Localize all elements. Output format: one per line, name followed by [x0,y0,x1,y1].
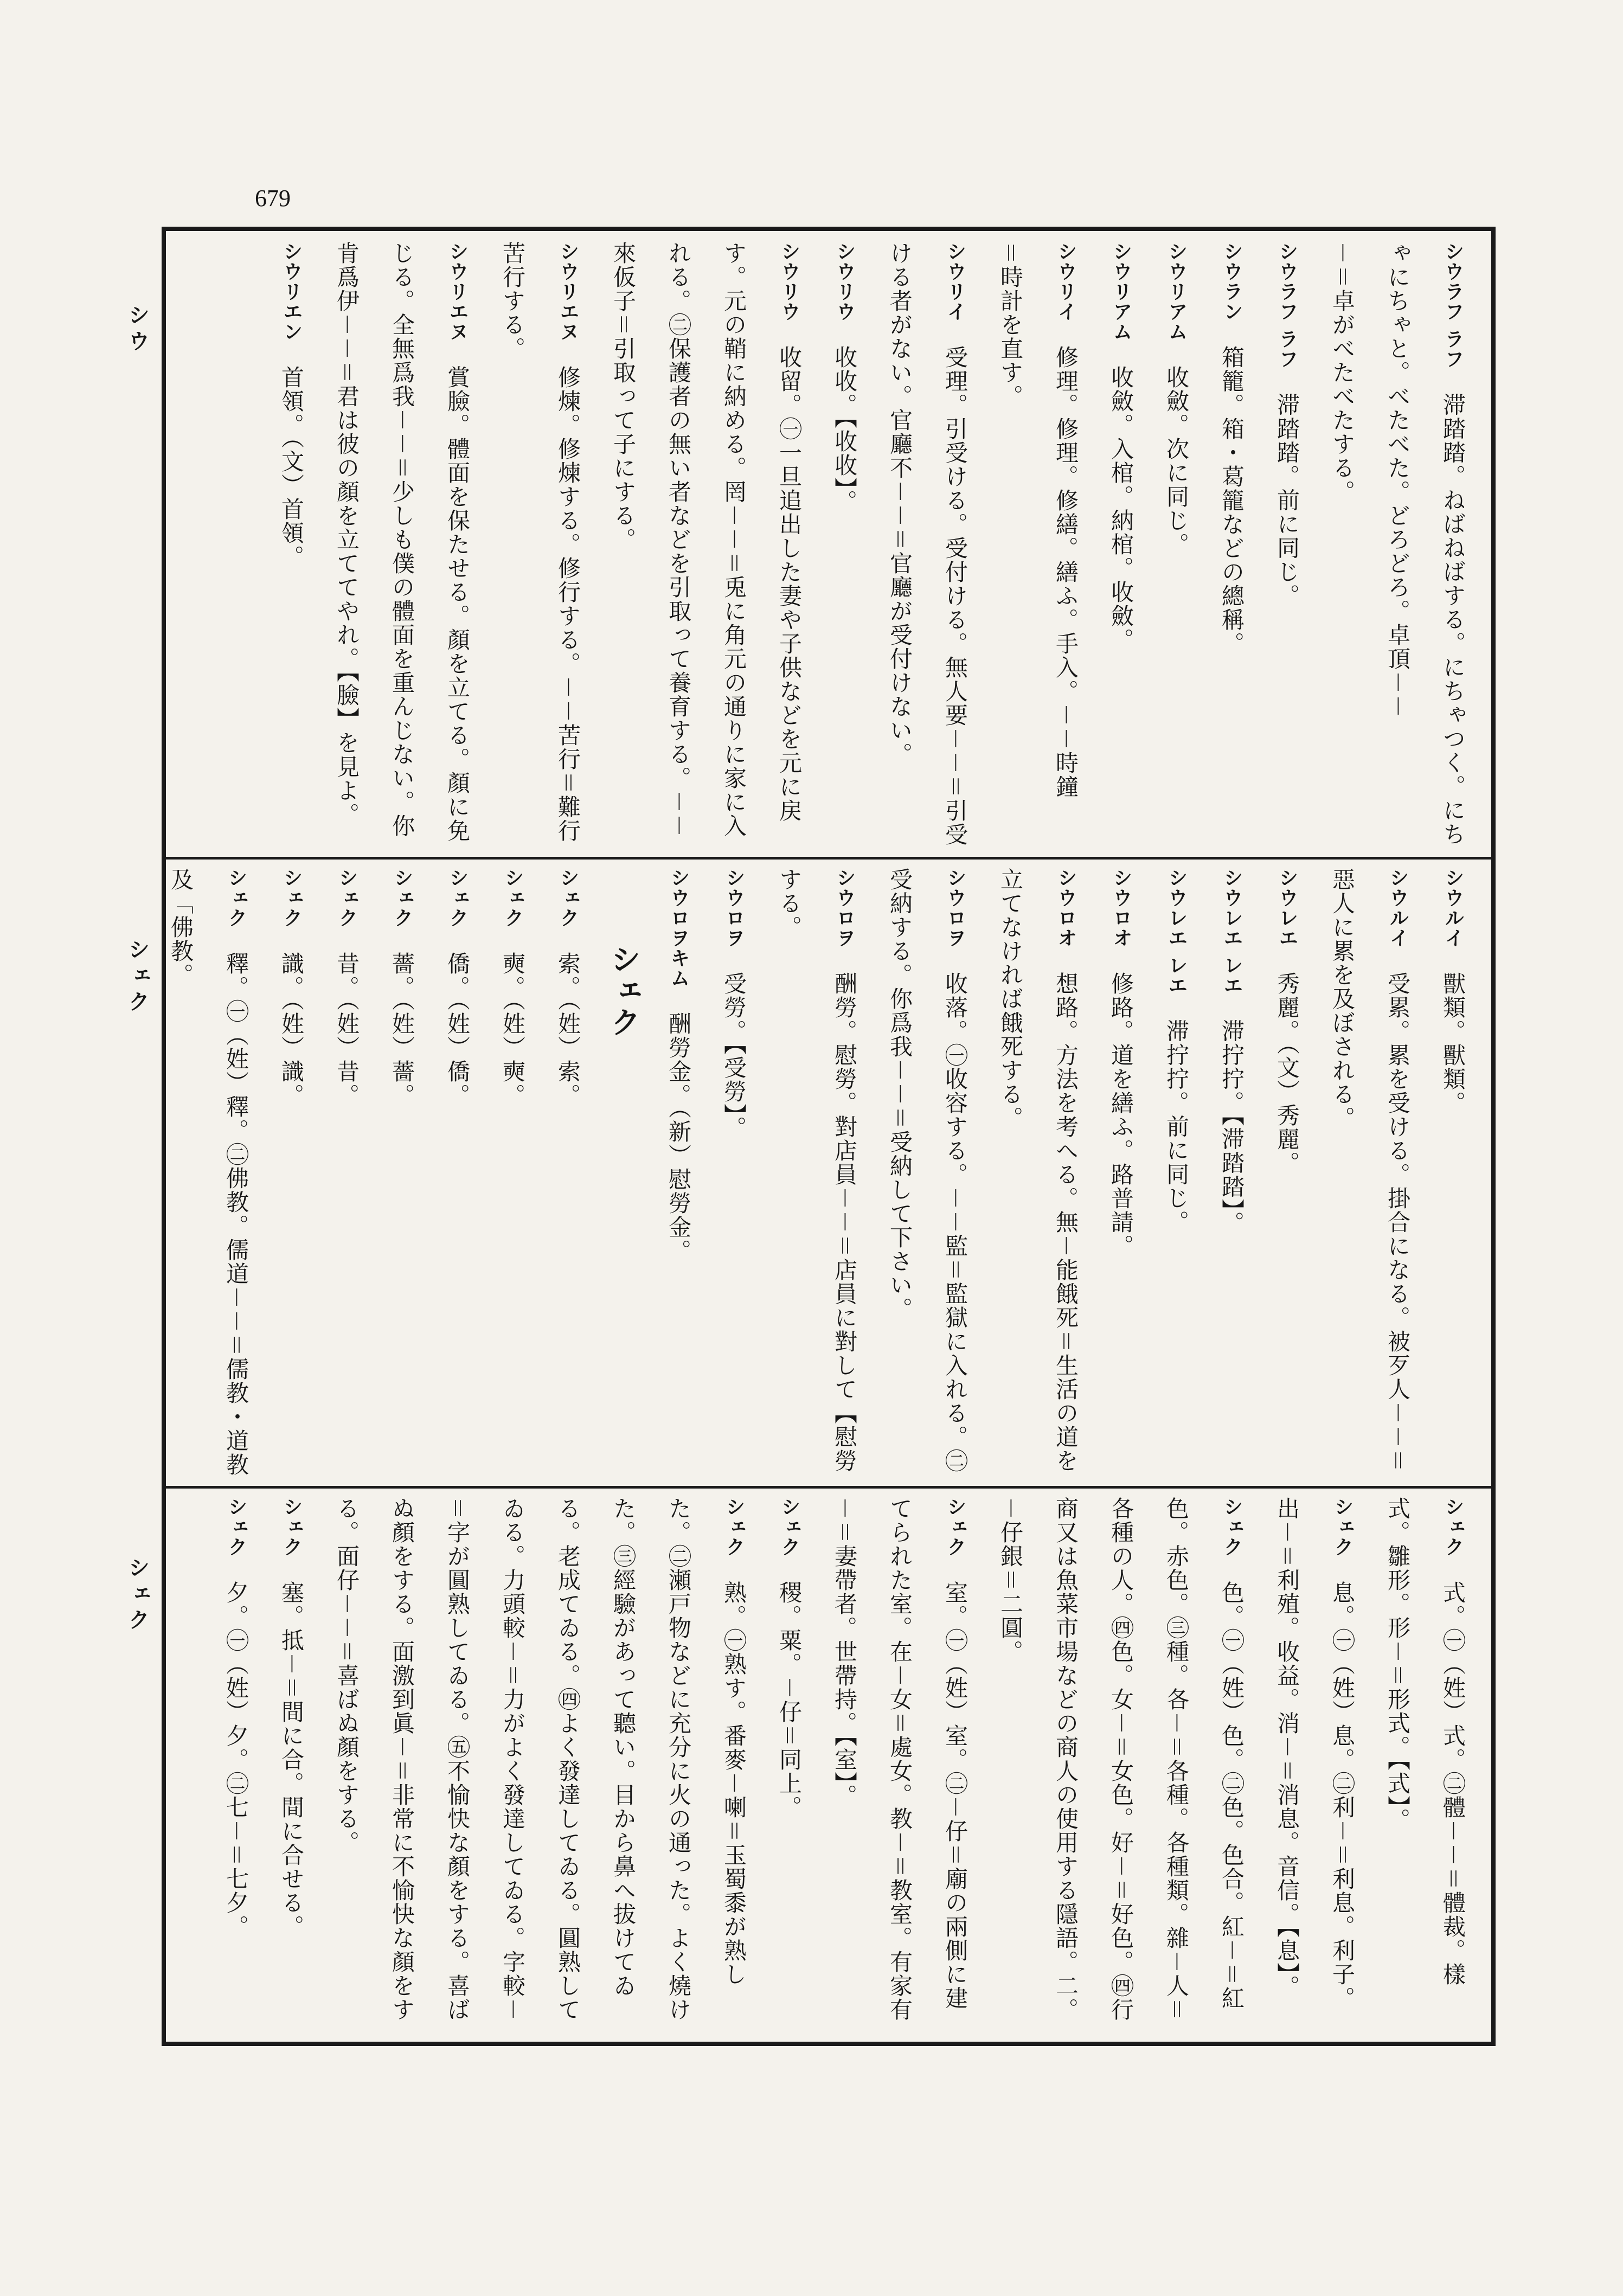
entry-text: 滞拧拧。前に同じ。 [1163,1019,1190,1234]
dictionary-entry [319,868,374,1478]
dictionary-entry [540,868,595,1478]
entry-text: 首領。（文）首領。 [278,365,305,569]
dictionary-entry [1425,868,1480,1478]
entry-head: シェク [225,1497,247,1557]
entry-head: シウラフ ラフ [1442,241,1464,369]
entry-head: シウリウ [778,241,800,322]
dictionary-entry [153,868,264,1478]
dictionary-entry [761,1497,817,2034]
dictionary-entry [651,868,706,1478]
entry-text: 夕。㊀（姓）夕。㊁七－＝七夕。 [223,1581,249,1939]
entry-text: 獸類。獸類。 [1440,972,1466,1115]
entry-text: 滞踏踏。ねばねばする。にちゃつく。にちゃにちゃと。べたべた。どろどろ。卓頂－－ [1384,241,1466,846]
entry-text: 箱籠。箱・葛籠などの總稱。 [1218,345,1245,656]
entry-head: シェク [336,868,358,928]
entry-head: シェク [280,868,303,928]
dictionary-entry [983,1497,1259,2034]
dictionary-entry [817,1497,983,2034]
entry-text: 識。（姓）識。 [278,952,305,1107]
entry-head: シウリエン [280,241,303,342]
entry-text: 收收。【收收】。 [831,345,858,514]
dictionary-entry [872,868,983,1478]
entry-text: 息。㊀（姓）息。㊁利－＝利息。利子。出－＝利殖。收益。消－＝消息。音信。【息】。 [1274,1497,1356,2011]
entry-head: シェク [446,868,469,928]
dictionary-entry [1149,868,1204,1478]
entry-text: 塞。抵－＝間に合。間に合せる。 [278,1581,305,1939]
entry-text: ＝時計を直す。 [997,241,1024,409]
dictionary-entry [872,241,983,851]
entry-head: シェク [944,1497,966,1557]
entry-text: 賞臉。體面を保たせる。顏を立てる。顏に免じる。全無爲我－－＝少しも僕の體面を重んじない。你肯爲伊－－＝君は彼の顏を立ててやれ。【臉】を見よ。 [333,241,471,843]
entry-head: シウロヲ [723,868,745,948]
dictionary-entry [761,868,872,1478]
entry-head: シェク [778,1497,800,1557]
dictionary-entry [319,241,485,851]
entry-text: 受勞。【受勞】。 [721,972,747,1140]
entry-text: 酬勞金。（新）慰勞金。 [665,1012,692,1263]
dictionary-band-3 [179,1497,1480,2034]
entry-text: 薔。（姓）薔。 [389,952,415,1107]
dictionary-entry [1204,241,1259,851]
entry-text: 式。㊀（姓）式。㊁體－－＝體裁。樣式。雛形。形－＝形式。【式】。 [1384,1497,1466,1987]
dictionary-entry [595,241,817,851]
dictionary-entry [264,241,319,851]
entry-text: 修煉。修煉する。修行する。－－苦行＝難行苦行する。 [499,241,581,843]
entry-head: シウリエヌ [557,241,579,342]
dictionary-entry [264,868,319,1478]
dictionary-entry [319,1497,761,2034]
side-label-shek-2: シェク [125,1556,150,1634]
dictionary-entry [1093,241,1149,851]
entry-text: 色。㊀（姓）色。㊁色。色合。紅－＝紅色。赤色。㊂種。各－＝各種。各種類。雜－人＝各種の人。㊃色。女－＝女色。好－＝好色。㊃行商又は魚菜市場などの商人の使用する隱語。二。－仔銀＝二圓。 [997,1497,1245,2022]
dictionary-entry [1370,1497,1480,2034]
entry-head: シウロヲ [944,868,966,948]
dictionary-entry [1149,241,1204,851]
entry-text: 索。（姓）索。 [555,952,581,1107]
entry-text: 收斂。入棺。納棺。收斂。 [1108,365,1134,652]
entry-head: シウロオ [1110,868,1132,948]
dictionary-entry [1204,868,1259,1478]
dictionary-entry [485,868,540,1478]
entry-text: 熟。㊀熟す。番麥－喇＝玉蜀黍が熟した。㊁瀬戸物などに充分に火の通った。よく燒けた。㊂經驗があって聽い。目から鼻へ拔けてゐる。老成てゐる。㊃よく發達してゐる。圓熟してゐる。力頭較－＝力がよく發達してゐる。字較－＝字が圓熟してゐる。㊄不愉快な顏をする。喜ばぬ顏をする。面激到眞－＝非常に不愉快な顏をする。面仔－－＝喜ばぬ顏をする。 [333,1497,747,2022]
entry-text: 僑。（姓）僑。 [444,952,471,1107]
entry-head: シウレエ [1276,868,1298,948]
entry-text: 酬勞。慰勞。對店員－－＝店員に對して【慰勞する。 [776,868,858,1473]
entry-head: シウリエヌ [446,241,469,342]
entry-text: 稷。粟。－仔＝同上。 [776,1581,803,1820]
entry-text: 想路。方法を考へる。無－能餓死＝生活の道を立てなければ餓死する。 [997,868,1079,1473]
entry-head: シェク [557,868,579,928]
dictionary-entry [485,241,595,851]
entry-head: シェク [1442,1497,1464,1557]
entry-head: シウロヲキム [668,868,690,988]
entry-head: シェク [280,1497,303,1557]
dictionary-entry [374,868,429,1478]
entry-head: シウリイ [1055,241,1077,322]
dictionary-band-2 [168,868,1480,1478]
entry-text: 奭。（姓）奭。 [499,952,526,1107]
page-number: 679 [255,185,291,211]
dictionary-entry [1370,241,1480,851]
entry-text: 滞拧拧。【滞踏踏】。 [1218,1019,1245,1235]
entry-head: シェク [1331,1497,1353,1557]
entry-text: 收落。㊀收容する。－－監＝監獄に入れる。㊁受納する。你爲我－－＝受納して下さい。 [887,868,968,1473]
entry-head: シェク [391,868,413,928]
dictionary-entry [1038,241,1093,851]
entry-head: シウラン [1221,241,1243,322]
dictionary-entry [1093,868,1149,1478]
dictionary-entry [208,1497,264,2034]
side-label-shek-1: シェク [125,938,150,1016]
entry-head: シウラフ ラフ [1276,241,1298,369]
entry-text: 修理。修理。修繕。繕ふ。手入。－－時鐘 [1053,345,1079,799]
band-divider-1 [162,857,1496,860]
entry-head: シウルイ [1387,868,1409,948]
entry-head: シウリウ [833,241,856,322]
dictionary-entry [1314,241,1370,851]
entry-text: －＝卓がべたべたする。 [1329,241,1356,504]
dictionary-entry [706,868,761,1478]
entry-head: シェク [723,1497,745,1557]
entry-text: 受理。引受ける。受付ける。無人要－－＝引受ける者がない。官廳不－－＝官廳が受付けない。 [887,241,968,847]
dictionary-band-1 [179,241,1480,851]
entry-head: シェク [225,868,247,928]
dictionary-entry [817,241,872,851]
dictionary-entry [1259,241,1314,851]
dictionary-entry [1259,868,1314,1478]
entry-head: シウレエ レエ [1221,868,1243,996]
entry-text: 釋。㊀（姓）釋。㊁佛教。儒道－－＝儒教・道教及「佛教。 [168,868,249,1477]
entry-text: 昔。（姓）昔。 [333,952,360,1107]
entry-head: シウリアム [1110,241,1132,342]
section-heading: シェク [606,944,641,1038]
dictionary-entry [983,868,1093,1478]
entry-head: シウリイ [944,241,966,322]
entry-head: シウロヲ [833,868,856,948]
entry-text: 受累。累を受ける。掛合になる。被歹人－－＝惡人に累を及ぼされる。 [1329,868,1411,1473]
entry-text: 秀麗。（文）秀麗。 [1274,972,1300,1175]
dictionary-entry [1259,1497,1370,2034]
entry-text: 滞踏踏。前に同じ。 [1274,393,1300,608]
entry-text: 收留。㊀一旦追出した妻や子供などを元に戻す。元の鞘に納める。罔－－＝兎に角元の通りに家に入れる。㊁保護者の無い者などを引取って養育する。－－來仮子＝引取って子にする。 [610,241,803,838]
band-divider-2 [162,1486,1496,1489]
entry-head: シェク [1221,1497,1243,1557]
entry-text: 修路。道を繕ふ。路普請。 [1108,972,1134,1258]
entry-head: シウルイ [1442,868,1464,948]
dictionary-entry [264,1497,319,2034]
entry-head: シェク [502,868,524,928]
entry-head: シウロオ [1055,868,1077,948]
entry-head: シウレエ レエ [1165,868,1188,996]
dictionary-entry [1314,868,1425,1478]
entry-text: 收斂。次に同じ。 [1163,365,1190,556]
side-label-shiu: シウ [125,304,150,356]
dictionary-entry [429,868,485,1478]
dictionary-entry [983,241,1038,851]
entry-text: 室。㊀（姓）室。㊁－仔＝廟の兩側に建てられた室。在－女＝處女。教－＝教室。有家有－＝妻帶者。世帶持。【室】。 [831,1497,968,2022]
entry-head: シウリアム [1165,241,1188,342]
